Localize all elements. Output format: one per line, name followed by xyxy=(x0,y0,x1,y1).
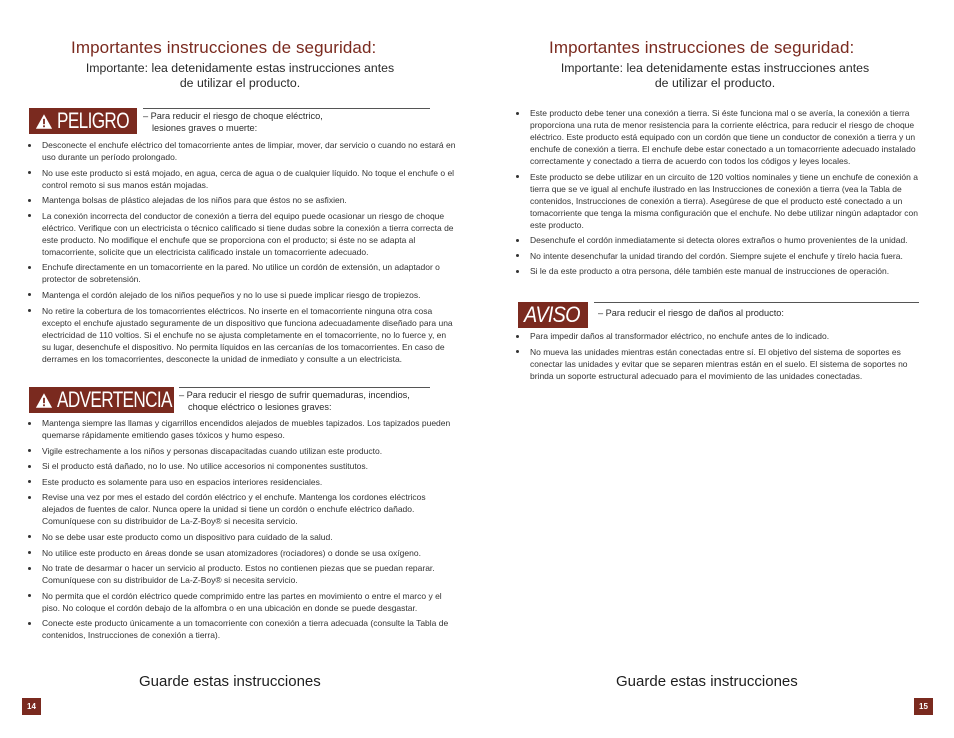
divider xyxy=(143,108,430,109)
list-item: Si el producto está dañado, no lo use. No utilice accesorios ni componentes sustitutos. xyxy=(25,460,457,472)
right-page xyxy=(477,0,954,738)
page-title: Importantes instrucciones de seguridad: xyxy=(549,38,855,57)
subtitle-line: Importante: lea detenidamente estas instrucciones antes xyxy=(560,61,870,75)
list-item: No intente desenchufar la unidad tirando del cordón. Siempre sujete el enchufe y tírelo hacia fuera. xyxy=(513,250,933,262)
list-item: La conexión incorrecta del conductor de conexión a tierra del equipo puede ocasionar un riesgo de choque eléctrico. Verifique con un electricista o técnico calificado si tiene dudas sobre la conexión a tierra correcta de este producto. No modifique el enchufe que se proporciona con el producto; si éste no se adapta al tomacorriente, solicite que un electricista calificado instale un tomacorriente adecuado. xyxy=(25,210,457,258)
page-number: 14 xyxy=(22,698,41,715)
list-item: No utilice este producto en áreas donde se usan atomizadores (rociadores) o donde se usa oxígeno. xyxy=(25,547,457,559)
list-item: No mueva las unidades mientras están conectadas entre sí. El objetivo del sistema de soportes es conectar las unidades y evitar que se separen mientras están en el suelo. El sistema de soportes no brinda un soporte estructural adecuado para el movimiento de las unidades conectadas. xyxy=(513,346,933,382)
right-list xyxy=(513,107,933,281)
list-item: Conecte este producto únicamente a un tomacorriente con conexión a tierra adecuada (consulte la Tabla de contenidos, Instrucciones de conexión a tierra). xyxy=(25,617,457,641)
advertencia-list xyxy=(25,417,457,645)
list-item: Revise una vez por mes el estado del cordón eléctrico y el enchufe. Mantenga los cordones eléctricos alejados de fuentes de calor. Nunca opere la unidad si tiene un cordón o enchufe eléctrico dañado. Comuníquese con su distribuidor de La-Z-Boy® si necesita servicio. xyxy=(25,491,457,527)
description-line: – Para reducir el riesgo de sufrir quemaduras, incendios, xyxy=(179,390,410,400)
page-subtitle xyxy=(30,61,450,91)
aviso-word: AVISO xyxy=(524,302,580,327)
list-item: Desenchufe el cordón inmediatamente si detecta olores extraños o humo provenientes de la unidad. xyxy=(513,234,933,246)
advertencia-description xyxy=(179,389,455,413)
peligro-word: PELIGRO xyxy=(57,108,129,133)
page-title: Importantes instrucciones de seguridad: xyxy=(71,38,377,57)
list-item: No permita que el cordón eléctrico quede comprimido entre las partes en movimiento o entre el marco y el piso. No coloque el cordón debajo de la alfombra o en una ubicación en donde se puede desgastar. xyxy=(25,590,457,614)
subtitle-line: Importante: lea detenidamente estas instrucciones antes xyxy=(85,61,395,75)
list-item: No se debe usar este producto como un dispositivo para cuidado de la salud. xyxy=(25,531,457,543)
list-item: Enchufe directamente en un tomacorriente en la pared. No utilice un cordón de extensión, un adaptador o protector de sobretensión. xyxy=(25,261,457,285)
divider xyxy=(179,387,430,388)
divider xyxy=(594,302,919,303)
aviso-list xyxy=(513,330,933,385)
page-subtitle xyxy=(505,61,925,91)
subtitle-line: de utilizar el producto. xyxy=(654,76,776,90)
list-item: Mantenga bolsas de plástico alejadas de los niños para que éstos no se asfixien. xyxy=(25,194,457,206)
peligro-list xyxy=(25,139,457,368)
list-item: Desconecte el enchufe eléctrico del tomacorriente antes de limpiar, mover, dar servicio o cuando no estará en uso durante un período prolongado. xyxy=(25,139,457,163)
peligro-description xyxy=(143,110,433,134)
list-item: No use este producto si está mojado, en agua, cerca de agua o de cualquier líquido. No toque el enchufe o el control remoto si sus manos están mojadas. xyxy=(25,167,457,191)
list-item: Este producto se debe utilizar en un circuito de 120 voltios nominales y tiene un enchufe de conexión a tierra que se ve igual al enchufe ilustrado en las Instrucciones de conexión a tierra (vea la Tabla de contenidos, Instrucciones de conexión a tierra). Asegúrese de que el producto esté conectado a un tomacorriente que tenga la misma configuración que el enchufe. No debe utilizar ningún adaptador con este producto. xyxy=(513,171,933,231)
warning-triangle-icon xyxy=(35,392,53,409)
list-item: Mantenga siempre las llamas y cigarrillos encendidos alejados de muebles tapizados. Los tapizados pueden quemarse rápidamente emitiendo gases tóxicos y humo espeso. xyxy=(25,417,457,441)
description-line: – Para reducir el riesgo de choque eléctrico, xyxy=(143,111,323,121)
list-item: Mantenga el cordón alejado de los niños pequeños y no lo use si puede implicar riesgo de tropiezos. xyxy=(25,289,457,301)
page-number: 15 xyxy=(914,698,933,715)
advertencia-label xyxy=(29,387,174,413)
footer-text: Guarde estas instrucciones xyxy=(616,673,798,690)
description-line: – Para reducir el riesgo de daños al producto: xyxy=(598,308,784,318)
description-line: lesiones graves o muerte: xyxy=(152,123,258,133)
list-item: No trate de desarmar o hacer un servicio al producto. Estos no contienen piezas que se puedan reparar. Comuníquese con su distribuidor de La-Z-Boy® si necesita servicio. xyxy=(25,562,457,586)
list-item: Si le da este producto a otra persona, déle también este manual de instrucciones de operación. xyxy=(513,265,933,277)
warning-triangle-icon xyxy=(35,113,53,130)
description-line: choque eléctrico o lesiones graves: xyxy=(188,402,332,412)
aviso-description xyxy=(598,307,918,319)
peligro-label xyxy=(29,108,137,134)
aviso-label xyxy=(518,302,588,328)
list-item: Este producto debe tener una conexión a tierra. Si éste funciona mal o se avería, la conexión a tierra proporciona una ruta de menor resistencia para la corriente eléctrica, para reducir el riesgo de choque eléctrico. Este producto está equipado con un cordón que tiene un conductor de conexión a tierra y un enchufe de conexión a tierra. El enchufe debe estar conectado a un tomacorriente adecuado instalado correctamente y conectado a tierra de acuerdo con todos los códigos y leyes locales. xyxy=(513,107,933,167)
list-item: No retire la cobertura de los tomacorrientes eléctricos. No inserte en el tomacorriente ninguna otra cosa excepto el enchufe ajustado seguramente de un dispositivo que funciona adecuadamente diseñado para una electricidad de 110 voltios. Si el enchufe no se ajusta completamente en el tomacorriente, no lo fuerce y, en su lugar, desenchufe el dispositivo. No permita líquidos en las cercanías de los tomacorrientes. En caso de derrames en los tomacorrientes, desconecte la unidad de inmediato y consulte a un electricista. xyxy=(25,305,457,365)
subtitle-line: de utilizar el producto. xyxy=(179,76,301,90)
list-item: Vigile estrechamente a los niños y personas discapacitadas cuando utilizan este producto. xyxy=(25,445,457,457)
footer-text: Guarde estas instrucciones xyxy=(139,673,321,690)
advertencia-word: ADVERTENCIA xyxy=(57,387,172,412)
list-item: Para impedir daños al transformador eléctrico, no enchufe antes de lo indicado. xyxy=(513,330,933,342)
list-item: Este producto es solamente para uso en espacios interiores residenciales. xyxy=(25,476,457,488)
